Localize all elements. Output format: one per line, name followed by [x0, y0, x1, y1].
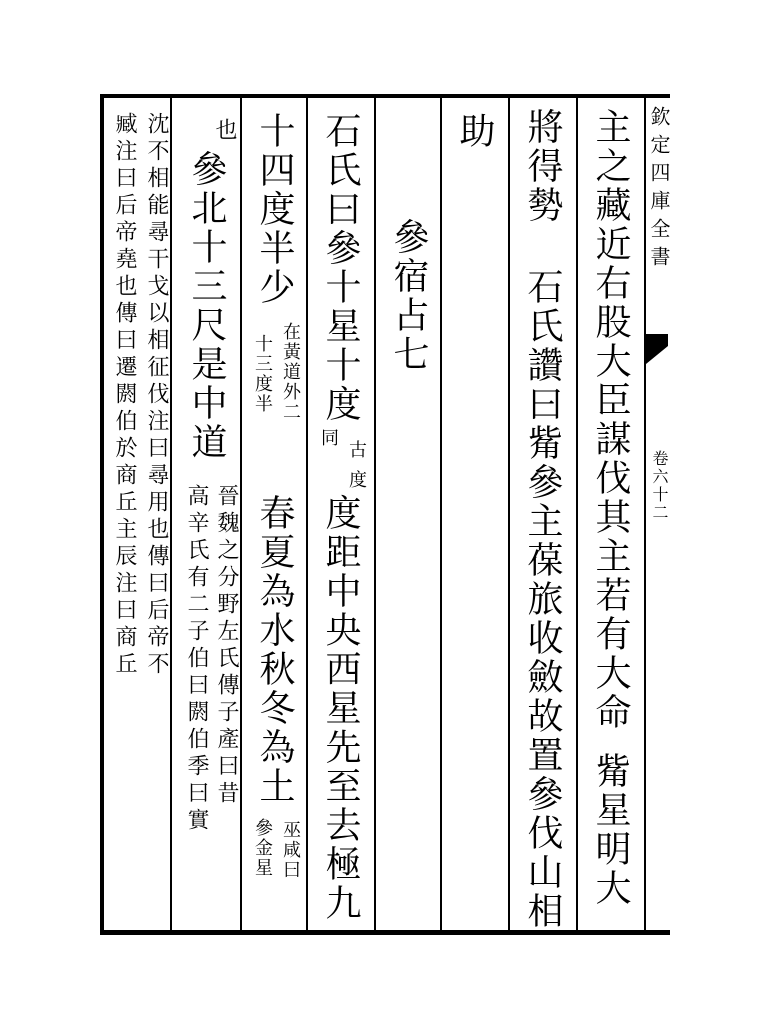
annotation: 高辛氏有二子伯曰閼伯季曰實 [184, 484, 209, 835]
book-title: 欽定四庫全書 [647, 106, 671, 274]
text-column: 助 [454, 112, 495, 151]
column-rule [576, 98, 578, 932]
annotation: 參金星 [252, 818, 273, 878]
frame-bottom-border [100, 930, 670, 935]
column-rule [374, 98, 376, 932]
annotation: 也 [212, 118, 237, 145]
annotation: 在黃道外二 [280, 322, 301, 422]
column-rule [306, 98, 308, 932]
frame-left-border [100, 94, 104, 935]
annotation: 同 [318, 428, 339, 448]
text-column: 觜星明大 [590, 752, 631, 908]
text-column: 度距中央西星先至去極九 [320, 494, 361, 923]
annotation: 沈不相能尋干戈以相征伐注曰尋用也傳曰后帝不 [144, 112, 169, 679]
column-rule [170, 98, 172, 932]
text-column: 春夏為水秋冬為土 [254, 494, 295, 806]
annotation: 晉魏之分野左氏傳子產曰昔 [214, 484, 239, 808]
annotation: 臧注曰后帝堯也傳曰遷閼伯於商丘主辰注曰商丘 [112, 112, 137, 679]
column-rule [508, 98, 510, 932]
frame-top-border [100, 94, 670, 98]
text-column: 主之藏近右股大臣謀伐其主若有大命 [590, 108, 631, 732]
text-column: 石氏讚曰觜參主葆旅收斂故置參伐山相 [522, 268, 563, 931]
annotation: 度 [346, 470, 367, 490]
text-column: 石氏曰參十星十度 [320, 112, 361, 424]
text-column: 將得勢 [522, 108, 563, 225]
text-column: 十四度半少 [254, 112, 295, 307]
annotation: 巫咸曰 [280, 820, 301, 880]
volume-label: 卷六十二 [650, 450, 669, 522]
text-column: 參北十三尺是中道 [186, 150, 227, 462]
section-heading: 參宿占七 [388, 218, 429, 374]
center-margin [646, 98, 670, 932]
column-rule [240, 98, 242, 932]
annotation: 十三度半 [252, 334, 273, 414]
annotation: 古 [346, 440, 367, 460]
column-rule [440, 98, 442, 932]
